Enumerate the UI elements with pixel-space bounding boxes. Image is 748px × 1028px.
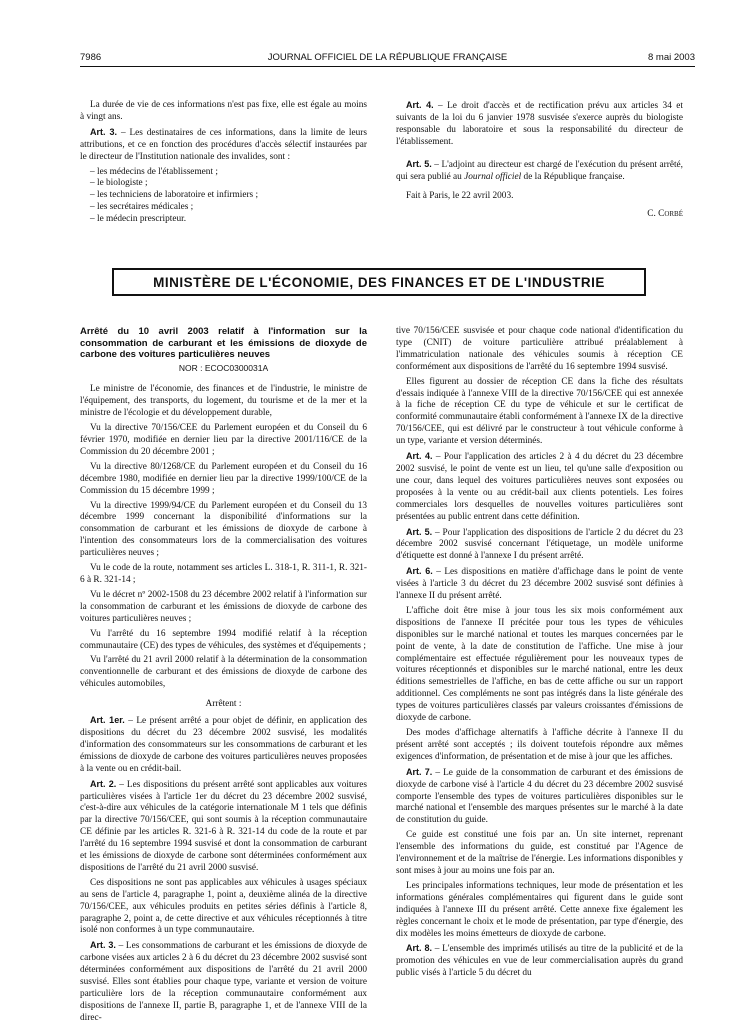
preamble-paragraph: Vu la directive 70/156/CEE du Parlement européen et du Conseil du 6 février 1970, modifiée en dernier lieu par la directive 2001/116/CE de la Commission du 20 décembre 2001 ; [80,423,367,457]
article-label: Art. 2. [90,778,117,789]
article-3: Art. 3. – Les destinataires de ces informations, dans la limite de leurs attributions, et ce en fonction des procédures d'accès sélectif instaurées par le directeur de l'Institution nationale des invalides, sont : [80,126,367,162]
article-label: Art. 6. [406,566,433,577]
page-number: 7986 [80,52,102,63]
preamble-paragraph: Vu le décret nº 2002-1508 du 23 décembre 2002 relatif à l'information sur la consommation de carburant et les émissions de dioxyde de carbone des voitures particulières neuves ; [80,589,367,624]
running-header [80,52,695,66]
preamble-paragraph: Vu la directive 1999/94/CE du Parlement européen et du Conseil du 13 décembre 1999 concernant la disponibilité d'informations sur la consommation de carburant et les émissions de dioxyde de carbone à l'intention des consommateurs lors de la commercialisation des voitures particulières neuves ; [80,500,367,559]
ministry-banner: MINISTÈRE DE L'ÉCONOMIE, DES FINANCES ET DE L'INDUSTRIE [112,268,646,296]
article: Art. 4. – Pour l'application des articles 2 à 4 du décret du 23 décembre 2002 susvisé, le point de vente est un lieu, tel qu'une salle d'exposition ou une cour, dans lequel des voitures particulières neuves sont exposées ou proposées à la vente ou au crédit-bail aux clients potentiels. Les foires commerciales lors desquelles de nouvelles voitures particulières sont présentées au public entrent dans cette définition. [396,451,683,522]
paragraph: L'affiche doit être mise à jour tous les six mois conformément aux dispositions de l'annexe II précitée pour tous les types de véhicules disponibles sur le marché national et toutes les marques concernées par le point de vente, à la date de constitution de l'affiche. Une mise à jour complémentaire est effectuée régulièrement pour les nouveaux types de voitures réceptionnés et disponibles sur le marché national, entre les deux éditions semestrielles de l'affiche, en bas de cette affiche ou sur un rapport additionnel. Ces compléments ne sont pas intégrés dans la liste générale des types de voitures particulières classés par valeurs croissantes d'émissions de dioxyde de carbone. [396,605,683,724]
paragraph: Ce guide est constitué une fois par an. Un site internet, reprenant l'ensemble des informations du guide, est constitué par l'Agence de l'environnement et de la maîtrise de l'énergie. Les informations disponibles y sont mises à jour au moins une fois par an. [396,830,683,876]
arrete-right-column [396,326,683,983]
article: Art. 6. – Les dispositions en matière d'affichage dans le point de vente visées à l'article 3 du décret du 23 décembre 2002 susvisé sont définies à l'annexe II du présent arrêté. [396,566,683,602]
article: Art. 2. – Les dispositions du présent arrêté sont applicables aux voitures particulières visées à l'article 1er du décret du 23 décembre 2002 susvisé, c'est-à-dire aux véhicules de la catégorie internationale M 1 tels que définis par la directive 70/156/CEE, qui sont soumis à la réception communautaire CE définie par les articles R. 321-6 à R. 321-14 du code de la route et par l'arrêté du 16 septembre 1994 susvisé et dont la consommation de carburant et les émissions de dioxyde de carbone sont déterminées conformément aux dispositions de l'arrêté du 21 avril 2000 susvisé. [80,778,367,873]
preamble [80,384,367,691]
signature: C. Corbé [647,209,683,220]
header-date: 8 mai 2003 [647,52,695,63]
preamble-paragraph: Vu l'arrêté du 16 septembre 1994 modifié relatif à la réception communautaire (CE) des types de véhicules, des systèmes et d'équipements ; [80,628,367,651]
list-item: – le médecin prescripteur. [80,214,367,226]
article-label: Art. 5. [406,526,433,537]
article: Art. 1er. – Le présent arrêté a pour objet de définir, en application des dispositions du décret du 23 décembre 2002 susvisé, les modalités d'information des consommateurs sur les consommations de carburant et les émissions de dioxyde de carbone des voitures particulières neuves proposées à la vente ou en crédit-bail. [80,715,367,774]
journal-title: JOURNAL OFFICIEL DE LA RÉPUBLIQUE FRANÇAISE [267,52,508,63]
article-label: Art. 5. [406,158,432,169]
arrete-title: Arrêté du 10 avril 2003 relatif à l'information sur la consommation de carburant et les émissions de dioxyde de carbone des voitures particulières neuves [80,326,367,360]
preamble-paragraph: Le ministre de l'économie, des finances et de l'industrie, le ministre de l'équipement, des transports, du logement, du tourisme et de la mer et la ministre de l'écologie et du développement durable, [80,384,367,419]
article-5: Art. 5. – L'adjoint au directeur est chargé de l'exécution du présent arrêté, qui sera publié au Journal officiel de la République française. [396,158,683,182]
list-item: – les médecins de l'établissement ; [80,167,367,179]
paragraph: Des modes d'affichage alternatifs à l'affiche décrite à l'annexe II du présent arrêté sont acceptés ; ils doivent toutefois répondre aux mêmes exigences d'information, de présentation et de mise à jour que les affiches. [396,728,683,762]
article: Art. 5. – Pour l'application des dispositions de l'article 2 du décret du 23 décembre 2002 susvisé concernant l'étiquetage, un modèle uniforme d'étiquette est donné à l'annexe I du présent arrêté. [396,526,683,562]
article-label: Art. 7. [406,766,433,777]
nor-reference: NOR : ECOC0300031A [178,362,269,373]
signature-place-date: Fait à Paris, le 22 avril 2003. [406,191,514,202]
recipients-list [80,167,367,227]
paragraph: tive 70/156/CEE susvisée et pour chaque code national d'identification du type (CNIT) de voiture particulière attribué préalablement à l'immatriculation nationale des véhicules soumis à réception CE conformément aux dispositions de l'arrêté du 16 septembre 1994 susvisé. [396,326,683,372]
paragraph: Ces dispositions ne sont pas applicables aux véhicules à usages spéciaux au sens de l'article 4, paragraphe 1, point a, deuxième alinéa de la directive 70/156/CEE, aux véhicules produits en petites séries définis à l'article 8, paragraphe 2, point a, de cette directive et aux véhicules réceptionnés à titre isolé non conformes à un type communautaire. [80,877,367,936]
header-rule [80,66,695,67]
article: Art. 3. – Les consommations de carburant et les émissions de dioxyde de carbone visées aux articles 2 à 6 du décret du 23 décembre 2002 susvisé sont déterminées conformément aux dispositions de l'arrêté du 21 avril 2000 susvisé. Elles sont établies pour chaque type, variante et version de voiture particulière lors de la réception communautaire conformément aux dispositions de l'annexe II, partie B, paragraphe 1, et de l'annexe VIII de la direc- [80,940,367,1023]
preamble-paragraph: Vu l'arrêté du 21 avril 2000 relatif à la détermination de la consommation conventionnelle de carburant et des émissions de dioxyde de carbone des véhicules automobiles, [80,655,367,690]
paragraph: La durée de vie de ces informations n'est pas fixe, elle est égale au moins à vingt ans. [80,100,367,122]
preamble-paragraph: Vu la directive 80/1268/CE du Parlement européen et du Conseil du 16 décembre 1980, modifiée en dernier lieu par la directive 1999/100/CE de la Commission du 15 décembre 1999 ; [80,461,367,496]
list-item: – les techniciens de laboratoire et infirmiers ; [80,190,367,202]
article-label: Art. 1er. [90,715,125,726]
paragraph: Elles figurent au dossier de réception CE dans la fiche des résultats d'essais indiquée à l'annexe VIII de la directive 70/156/CEE qui est annexée à la fiche de réception CE du type de véhicule et sur le certificat de conformité communautaire établi conformément à l'annexe IX de la directive 70/156/CEE, qui est délivré par le constructeur à tout véhicule conforme à un type, variante et version déterminés. [396,376,683,447]
article: Art. 7. – Le guide de la consommation de carburant et des émissions de dioxyde de carbone visé à l'article 4 du décret du 23 décembre 2002 susvisé comporte l'ensemble des types de voitures particulières disponibles sur le marché national et l'ensemble des marques présentes sur le marché à la date de constitution du guide. [396,766,683,826]
list-item: – le biologiste ; [80,178,367,190]
arretent: Arrêtent : [205,699,242,710]
arrete-left-column [80,326,367,1028]
article-label: Art. 3. [90,126,118,137]
articles-right [396,326,683,980]
article-4: Art. 4. – Le droit d'accès et de rectification prévu aux articles 34 et suivants de la loi du 6 janvier 1978 susvisée s'exerce auprès du biologiste responsable du laboratoire et sous la responsabilité du directeur de l'établissement. [396,100,683,147]
preamble-paragraph: Vu le code de la route, notamment ses articles L. 318-1, R. 311-1, R. 321-6 à R. 321-14 ; [80,563,367,585]
article: Art. 8. – L'ensemble des imprimés utilisés au titre de la publicité et de la promotion des véhicules en vue de leur commercialisation auprès du grand public visés à l'article 5 du décret du [396,943,683,979]
articles-left [80,715,367,1025]
paragraph: Les principales informations techniques, leur mode de présentation et les informations générales complémentaires qui figurent dans le guide sont indiquées à l'annexe III du présent arrêté. Cette annexe fixe également les règles concernant le choix et le mode de présentation, par type d'énergie, des dix modèles les moins émetteurs de dioxyde de carbone. [396,880,683,939]
article-label: Art. 4. [406,451,433,462]
list-item: – les secrétaires médicales ; [80,202,367,214]
article-label: Art. 3. [90,940,116,951]
article-label: Art. 8. [406,943,432,954]
article-label: Art. 4. [406,100,434,110]
top-left-column [80,100,367,229]
top-right-column [396,100,683,224]
